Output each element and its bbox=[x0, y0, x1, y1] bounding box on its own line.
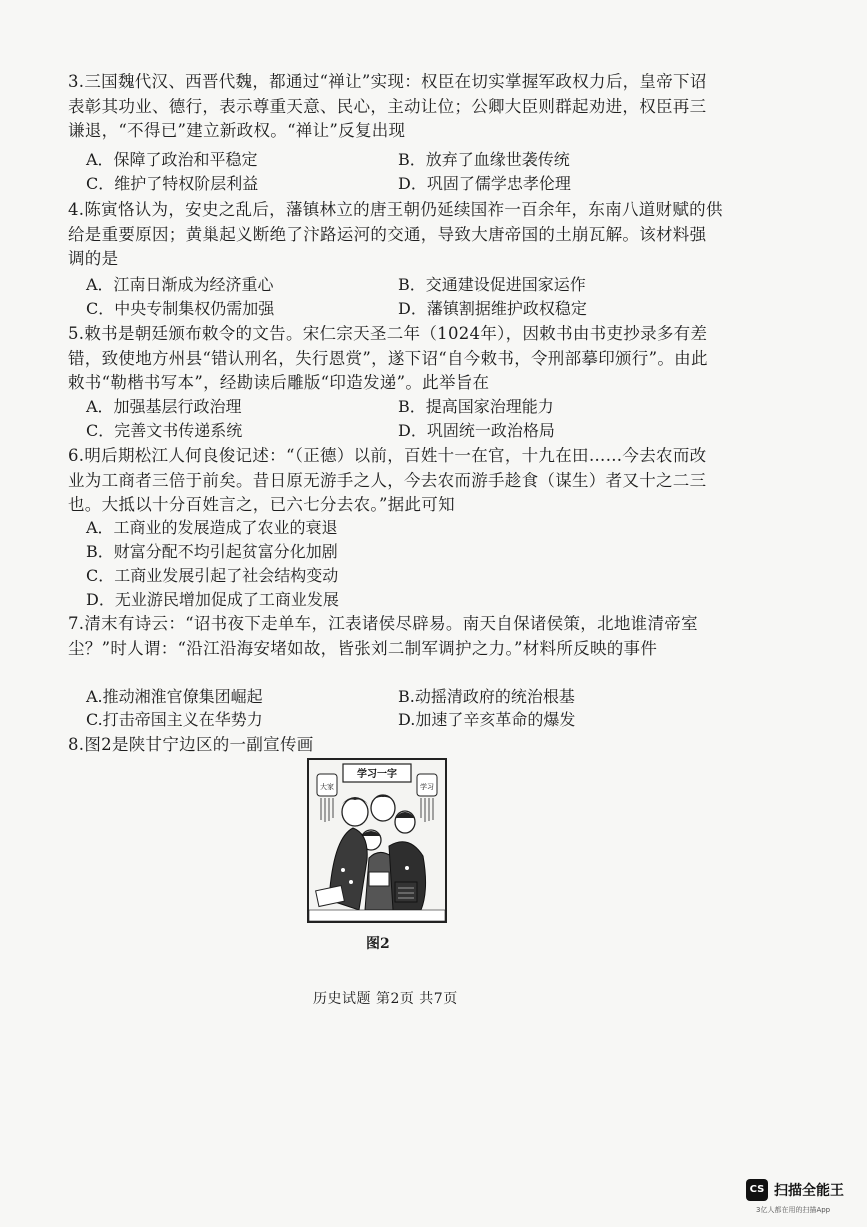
poster-left-tag: 大家 bbox=[320, 783, 334, 791]
question-3-option-b: B．放弃了血缘世袭传统 bbox=[398, 150, 570, 169]
watermark-title: 扫描全能王 bbox=[774, 1183, 844, 1199]
question-6-option-b: B．财富分配不均引起贫富分化加剧 bbox=[86, 542, 338, 561]
question-3-option-d: D．巩固了儒学忠孝伦理 bbox=[398, 174, 571, 193]
page-footer: 历史试题 第2页 共7页 bbox=[313, 991, 458, 1007]
camscanner-logo-icon: CS bbox=[746, 1179, 768, 1201]
question-4-option-c: C．中央专制集权仍需加强 bbox=[86, 299, 275, 318]
question-3-option-c: C．维护了特权阶层利益 bbox=[86, 174, 259, 193]
propaganda-poster-image bbox=[307, 758, 447, 923]
question-7-option-c: C.打击帝国主义在华势力 bbox=[86, 710, 263, 729]
poster-right-tag: 学习 bbox=[420, 783, 434, 791]
question-6-stem: 6.明后期松江人何良俊记述：“（正德）以前，百姓十一在官，十九在田……今去农而改业为工商者三倍于前矣。昔日原无游手之人，今去农而游手趁食（谋生）者又十之二三也。大抵以十分百姓言之，已六七分去农。”据此可知 bbox=[68, 446, 707, 515]
question-4-option-a: A．江南日渐成为经济重心 bbox=[86, 275, 274, 294]
question-7-option-b: B.动摇清政府的统治根基 bbox=[398, 687, 575, 706]
question-5-option-b: B．提高国家治理能力 bbox=[398, 397, 554, 416]
question-3-stem: 3.三国魏代汉、西晋代魏，都通过“禅让”实现：权臣在切实掌握军政权力后，皇帝下诏表彰其功业、德行，表示尊重天意、民心，主动让位；公卿大臣则群起劝进，权臣再三谦退，“不得已”建立新政权。“禅让”反复出现 bbox=[68, 72, 707, 141]
question-3-option-a: A．保障了政治和平稳定 bbox=[86, 150, 258, 169]
question-6-option-a: A．工商业的发展造成了农业的衰退 bbox=[86, 518, 338, 537]
question-5-option-c: C．完善文书传递系统 bbox=[86, 421, 243, 440]
question-4-stem: 4.陈寅恪认为，安史之乱后，藩镇林立的唐王朝仍延续国祚一百余年，东南八道财赋的供给是重要原因；黄巢起义断绝了汴路运河的交通，导致大唐帝国的土崩瓦解。该材料强调的是 bbox=[68, 200, 723, 269]
question-5-option-d: D．巩固统一政治格局 bbox=[398, 421, 555, 440]
question-7-stem: 7.清末有诗云：“诏书夜下走单车，江表诸侯尽辟易。南天自保诸侯策，北地谁清帝室尘？”时人谓：“沿江沿海安堵如故，皆张刘二制军调护之力。”材料所反映的事件 bbox=[68, 614, 698, 658]
question-4-option-b: B．交通建设促进国家运作 bbox=[398, 275, 586, 294]
scanner-watermark bbox=[746, 1179, 856, 1219]
poster-banner-text: 学习一字 bbox=[357, 769, 397, 780]
figure-caption: 图2 bbox=[366, 936, 390, 952]
question-8-stem: 8.图2是陕甘宁边区的一副宣传画 bbox=[68, 735, 314, 754]
question-7-option-d: D.加速了辛亥革命的爆发 bbox=[398, 710, 576, 729]
question-7-option-a: A.推动湘淮官僚集团崛起 bbox=[86, 687, 263, 706]
question-6-option-d: D．无业游民增加促成了工商业发展 bbox=[86, 590, 339, 609]
question-4-option-d: D．藩镇割据维护政权稳定 bbox=[398, 299, 587, 318]
question-5-stem: 5.敕书是朝廷颁布敕令的文告。宋仁宗天圣二年（1024年），因敕书由书吏抄录多有差错，致使地方州县“错认刑名，失行恩赏”，遂下诏“自今敕书，令刑部摹印颁行”。由此敕书“勒楷书写本”，经勘读后雕版“印造发递”。此举旨在 bbox=[68, 324, 708, 393]
question-6-option-c: C．工商业发展引起了社会结构变动 bbox=[86, 566, 339, 585]
poster-illustration bbox=[309, 760, 445, 921]
watermark-subtitle: 3亿人都在用的扫描App bbox=[756, 1206, 831, 1214]
question-5-option-a: A．加强基层行政治理 bbox=[86, 397, 242, 416]
